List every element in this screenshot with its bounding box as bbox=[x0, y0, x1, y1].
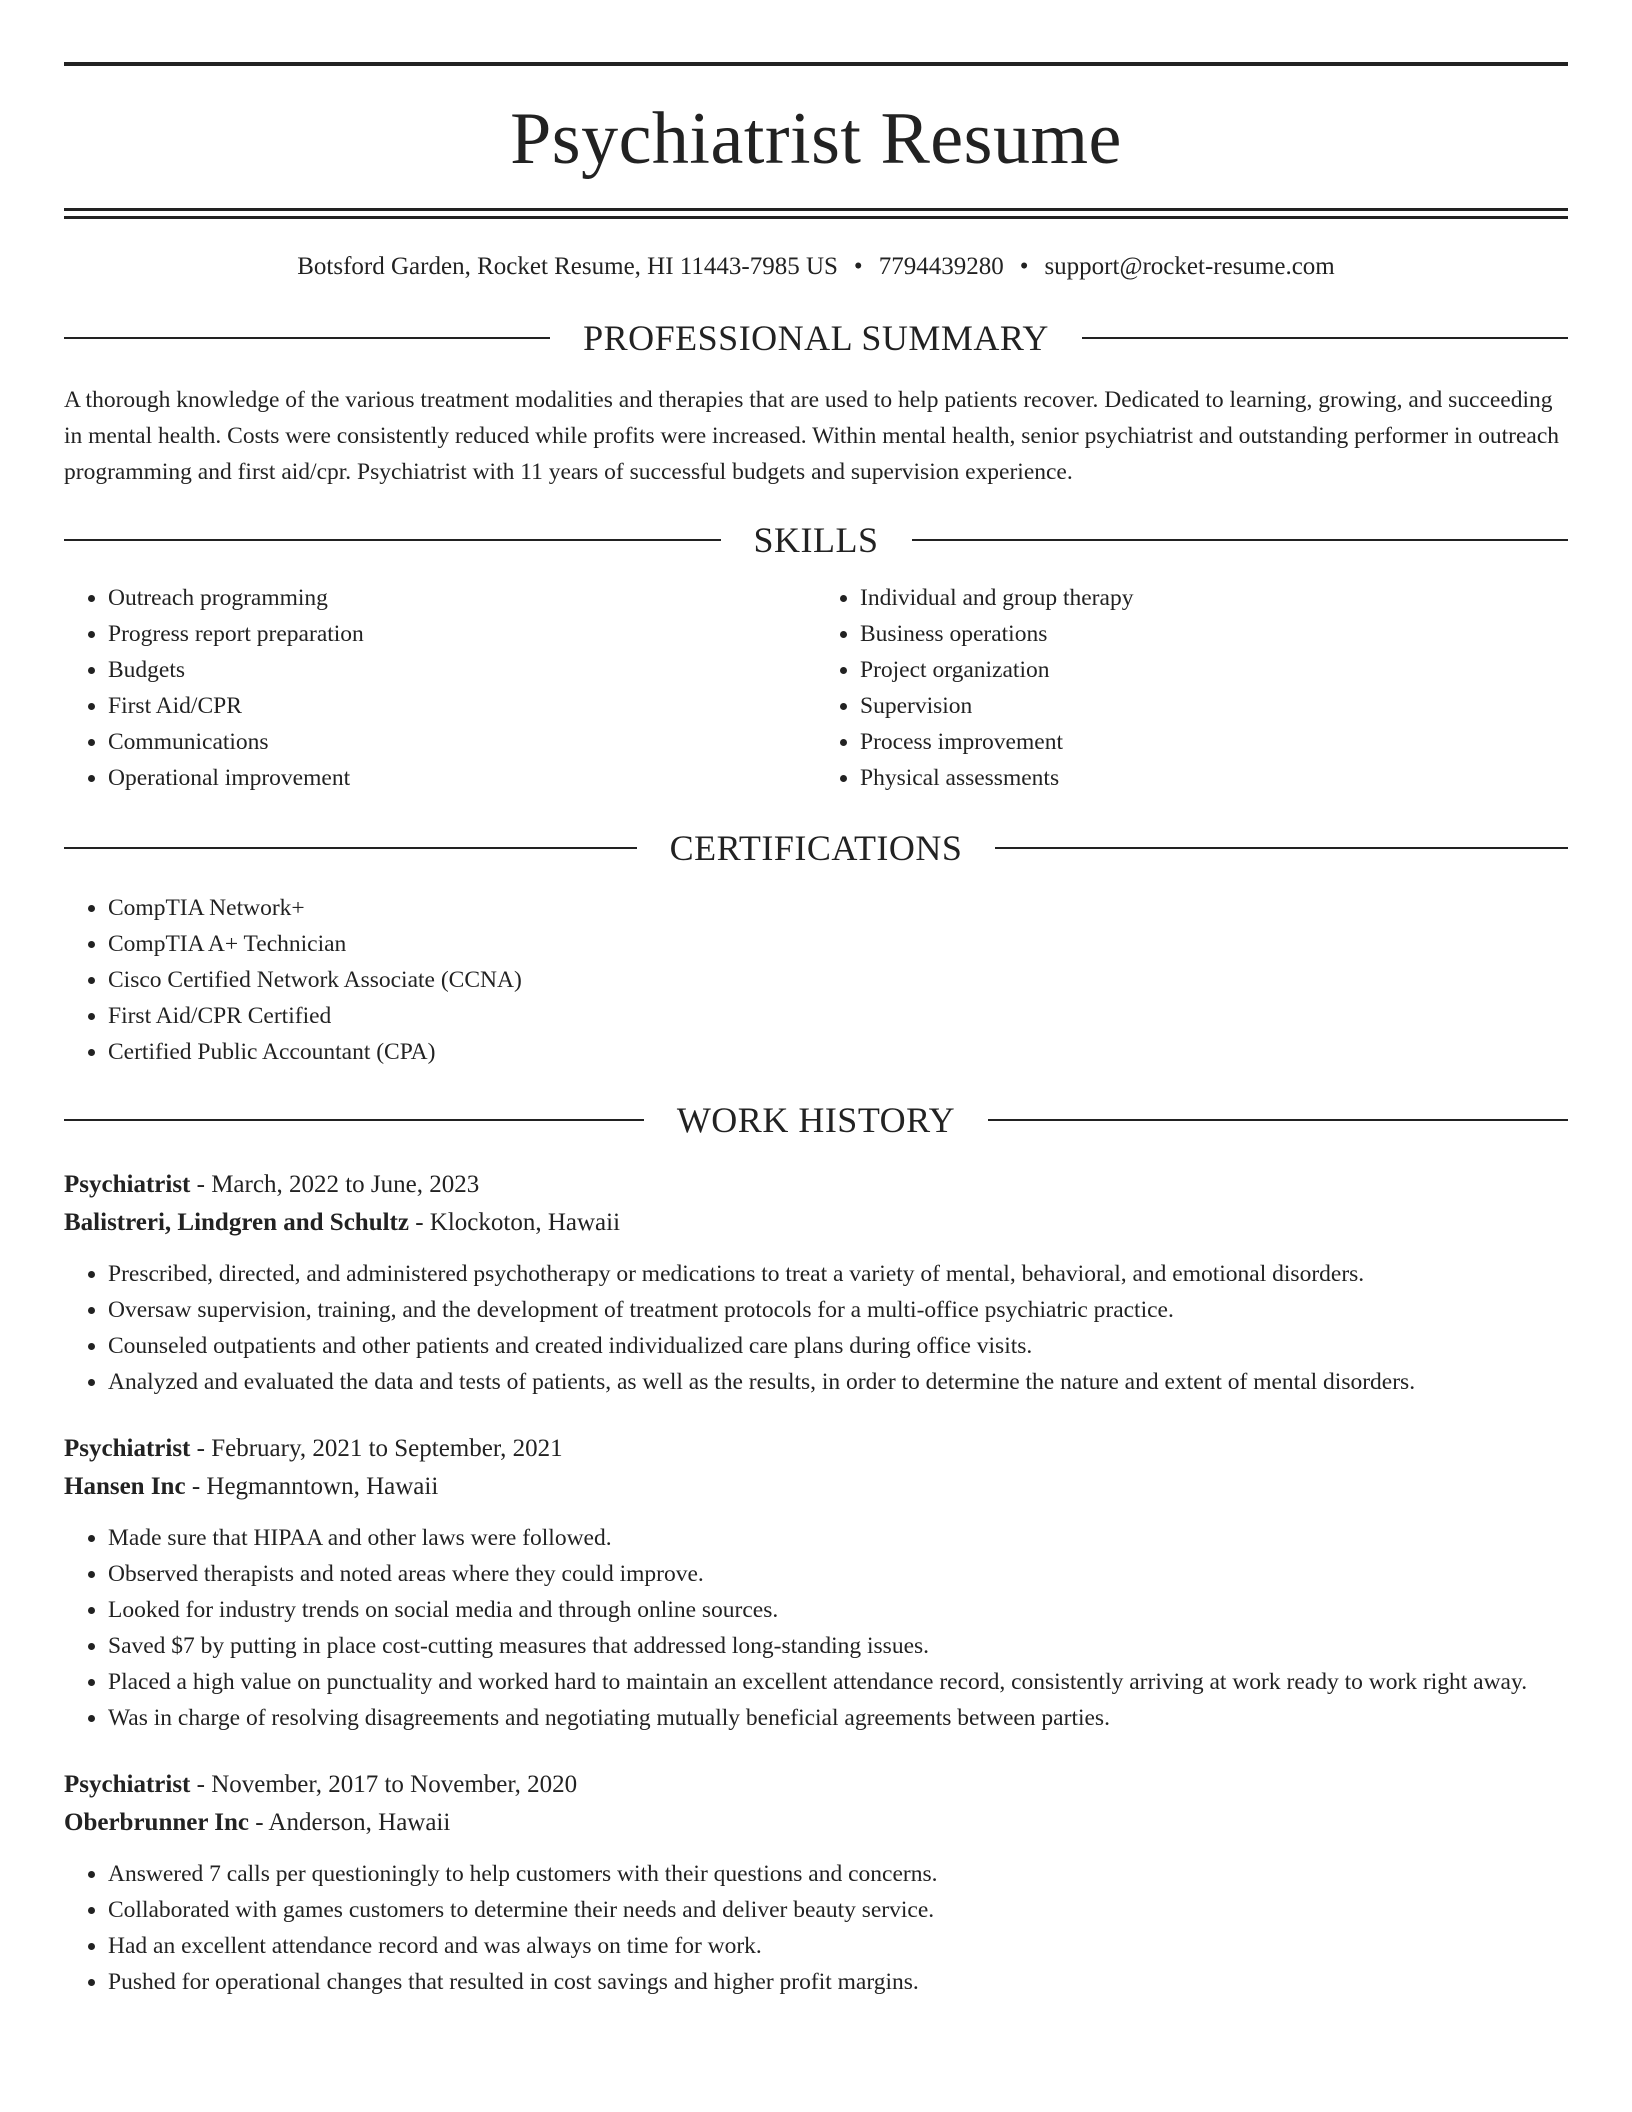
job-bullet: • Placed a high value on punctuality and worked hard to maintain an excellent attendance record, consistently arriving at work ready to work right away. bbox=[108, 1664, 1568, 1700]
section-divider bbox=[64, 539, 721, 541]
job-entry bbox=[64, 1430, 1568, 1736]
work-heading: WORK HISTORY bbox=[676, 1100, 956, 1140]
skills-list bbox=[64, 580, 1568, 796]
job-dates: - February, 2021 to September, 2021 bbox=[190, 1435, 563, 1462]
section-divider bbox=[995, 847, 1568, 849]
work-section-header bbox=[64, 1102, 1568, 1138]
job-bullet: • Oversaw supervision, training, and the development of treatment protocols for a multi-office psychiatric practice. bbox=[108, 1292, 1568, 1328]
contact-address: Botsford Garden, Rocket Resume, HI 11443-7985 US bbox=[297, 253, 838, 280]
job-company-line bbox=[64, 1804, 1568, 1842]
job-title-line bbox=[64, 1166, 1568, 1204]
job-bullet: • Pushed for operational changes that resulted in cost savings and higher profit margins. bbox=[108, 1964, 1568, 2000]
contact-line bbox=[64, 252, 1568, 282]
contact-separator: • bbox=[1019, 253, 1029, 280]
section-divider bbox=[64, 337, 550, 339]
job-bullet: • Saved $7 by putting in place cost-cutting measures that addressed long-standing issues. bbox=[108, 1628, 1568, 1664]
job-bullet: • Looked for industry trends on social media and through online sources. bbox=[108, 1592, 1568, 1628]
title-double-rule bbox=[64, 208, 1568, 219]
summary-section-header bbox=[64, 320, 1568, 356]
skills-column-right bbox=[816, 580, 1568, 796]
job-bullet: • Counseled outpatients and other patients and created individualized care plans during office visits. bbox=[108, 1328, 1568, 1364]
skill-item: • Supervision bbox=[860, 688, 1568, 724]
skill-item: • Individual and group therapy bbox=[860, 580, 1568, 616]
contact-email: support@rocket-resume.com bbox=[1044, 253, 1335, 280]
job-dates: - November, 2017 to November, 2020 bbox=[190, 1771, 578, 1798]
job-location: - Hegmanntown, Hawaii bbox=[185, 1473, 439, 1500]
skill-item: • Project organization bbox=[860, 652, 1568, 688]
summary-heading: PROFESSIONAL SUMMARY bbox=[583, 318, 1049, 358]
job-bullet: • Answered 7 calls per questioningly to help customers with their questions and concerns. bbox=[108, 1856, 1568, 1892]
job-bullet: • Was in charge of resolving disagreements and negotiating mutually beneficial agreements between parties. bbox=[108, 1700, 1568, 1736]
skill-item: • Physical assessments bbox=[860, 760, 1568, 796]
section-divider bbox=[988, 1119, 1568, 1121]
skill-item: • Operational improvement bbox=[108, 760, 816, 796]
job-bullets bbox=[64, 1520, 1568, 1736]
job-company: Hansen Inc bbox=[64, 1473, 186, 1500]
job-entry bbox=[64, 1766, 1568, 2000]
certification-item: • First Aid/CPR Certified bbox=[108, 998, 1568, 1034]
job-bullet: • Collaborated with games customers to determine their needs and deliver beauty service. bbox=[108, 1892, 1568, 1928]
top-rule bbox=[64, 62, 1568, 66]
section-divider bbox=[912, 539, 1569, 541]
skills-heading: SKILLS bbox=[753, 520, 879, 560]
contact-separator: • bbox=[853, 253, 863, 280]
contact-phone: 7794439280 bbox=[878, 253, 1004, 280]
page-title: Psychiatrist Resume bbox=[510, 98, 1122, 180]
job-bullets bbox=[64, 1256, 1568, 1400]
skill-item: • Outreach programming bbox=[108, 580, 816, 616]
skills-column-left bbox=[64, 580, 816, 796]
skills-section-header bbox=[64, 522, 1568, 558]
skill-item: • Budgets bbox=[108, 652, 816, 688]
certification-item: • CompTIA Network+ bbox=[108, 890, 1568, 926]
job-location: - Anderson, Hawaii bbox=[248, 1809, 451, 1836]
section-divider bbox=[64, 1119, 644, 1121]
job-entry bbox=[64, 1166, 1568, 1400]
job-title-line bbox=[64, 1430, 1568, 1468]
certifications-section-header bbox=[64, 830, 1568, 866]
job-bullet: • Made sure that HIPAA and other laws were followed. bbox=[108, 1520, 1568, 1556]
job-company: Oberbrunner Inc bbox=[64, 1809, 249, 1836]
section-divider bbox=[1082, 337, 1568, 339]
job-bullets bbox=[64, 1856, 1568, 2000]
job-company-line bbox=[64, 1204, 1568, 1242]
job-title: Psychiatrist bbox=[64, 1171, 191, 1198]
certification-item: • Cisco Certified Network Associate (CCNA) bbox=[108, 962, 1568, 998]
job-dates: - March, 2022 to June, 2023 bbox=[190, 1171, 480, 1198]
job-bullet: • Observed therapists and noted areas where they could improve. bbox=[108, 1556, 1568, 1592]
skill-item: • Business operations bbox=[860, 616, 1568, 652]
skill-item: • Progress report preparation bbox=[108, 616, 816, 652]
summary-text: A thorough knowledge of the various treatment modalities and therapies that are used to help patients recover. Dedicated to learning, growing, and succeeding in mental health. Costs were consistently reduced while profits were increased. Within mental health, senior psychiatrist and outstanding performer in outreach programming and first aid/cpr. Psychiatrist with 11 years of successful budgets and supervision experience. bbox=[64, 387, 1560, 485]
certifications-heading: CERTIFICATIONS bbox=[669, 828, 963, 868]
job-title: Psychiatrist bbox=[64, 1435, 191, 1462]
job-title-line bbox=[64, 1766, 1568, 1804]
job-bullet: • Had an excellent attendance record and was always on time for work. bbox=[108, 1928, 1568, 1964]
certifications-list bbox=[64, 890, 1568, 1070]
skill-item: • First Aid/CPR bbox=[108, 688, 816, 724]
section-divider bbox=[64, 847, 637, 849]
job-bullet: • Analyzed and evaluated the data and tests of patients, as well as the results, in order to determine the nature and extent of mental disorders. bbox=[108, 1364, 1568, 1400]
skill-item: • Communications bbox=[108, 724, 816, 760]
job-company-line bbox=[64, 1468, 1568, 1506]
job-company: Balistreri, Lindgren and Schultz bbox=[64, 1209, 409, 1236]
job-location: - Klockoton, Hawaii bbox=[408, 1209, 621, 1236]
certification-item: • Certified Public Accountant (CPA) bbox=[108, 1034, 1568, 1070]
job-title: Psychiatrist bbox=[64, 1771, 191, 1798]
skill-item: • Process improvement bbox=[860, 724, 1568, 760]
job-bullet: • Prescribed, directed, and administered psychotherapy or medications to treat a variety of mental, behavioral, and emotional disorders. bbox=[108, 1256, 1568, 1292]
certification-item: • CompTIA A+ Technician bbox=[108, 926, 1568, 962]
